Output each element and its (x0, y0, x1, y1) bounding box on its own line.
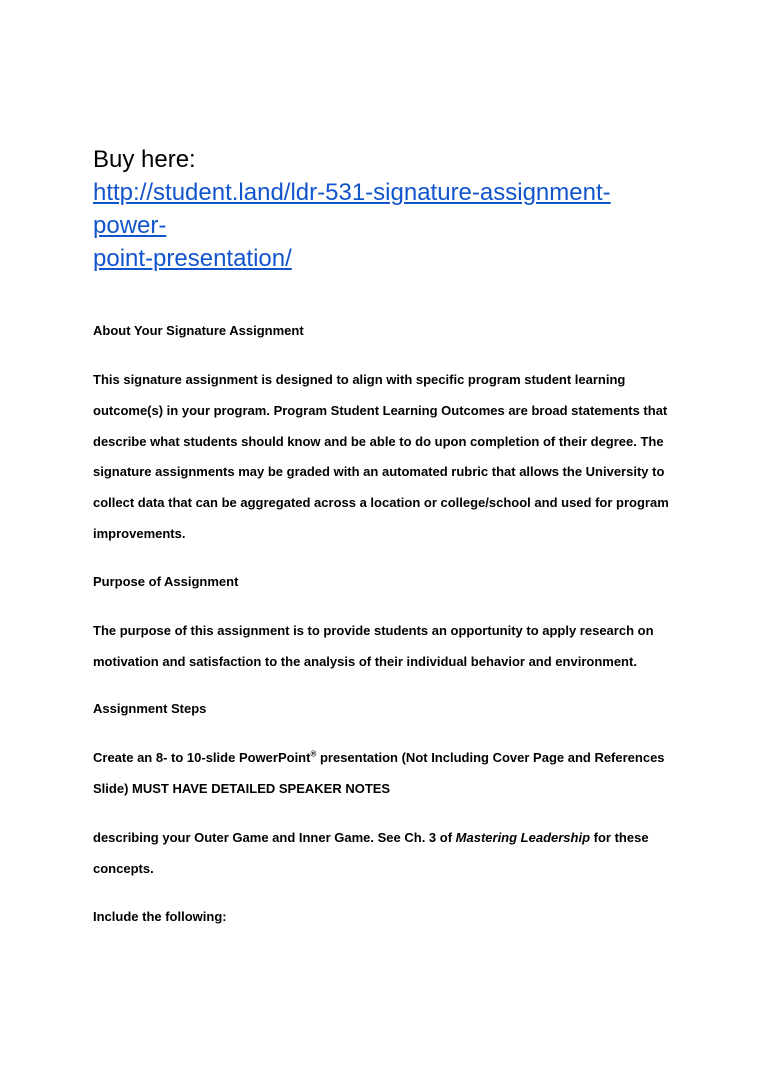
create-text-start: Create an 8- to 10-slide PowerPoint (93, 750, 311, 766)
purchase-link-line1: http://student.land/ldr-531-signature-assignment-power- (93, 179, 611, 239)
steps-heading: Assignment Steps (93, 701, 207, 717)
document-content (93, 143, 683, 932)
purchase-link[interactable] (93, 176, 683, 275)
include-following-text: Include the following: (93, 908, 227, 924)
purchase-link-line2: point-presentation/ (93, 245, 292, 272)
book-title: Mastering Leadership (455, 829, 591, 845)
create-presentation-text (93, 743, 683, 805)
about-body: This signature assignment is designed to align with specific program student learning outcome(s) in your program. Program Student Learning Outcomes are broad statements that describe what students should know and be able to do upon completion of their degree. The signature assignments may be graded with an automated rubric that allows the University to collect data that can be aggregated across a location or college/school and used for program improvements. (93, 372, 669, 541)
about-heading: About Your Signature Assignment (93, 323, 304, 338)
registered-mark: ® (310, 750, 317, 760)
buy-here-label: Buy here: (93, 146, 196, 173)
describe-games-text (93, 823, 683, 885)
describe-text-end: for these concepts. (93, 829, 649, 876)
purpose-body: The purpose of this assignment is to provide students an opportunity to apply research on motivation and satisfaction to the analysis of their individual behavior and environment. (93, 622, 654, 669)
create-text-end: presentation (Not Including Cover Page and References Slide) MUST HAVE DETAILED SPEAKER NOTES (93, 750, 665, 797)
purpose-heading: Purpose of Assignment (93, 573, 239, 589)
describe-text-start: describing your Outer Game and Inner Game. See Ch. 3 of (93, 829, 456, 845)
